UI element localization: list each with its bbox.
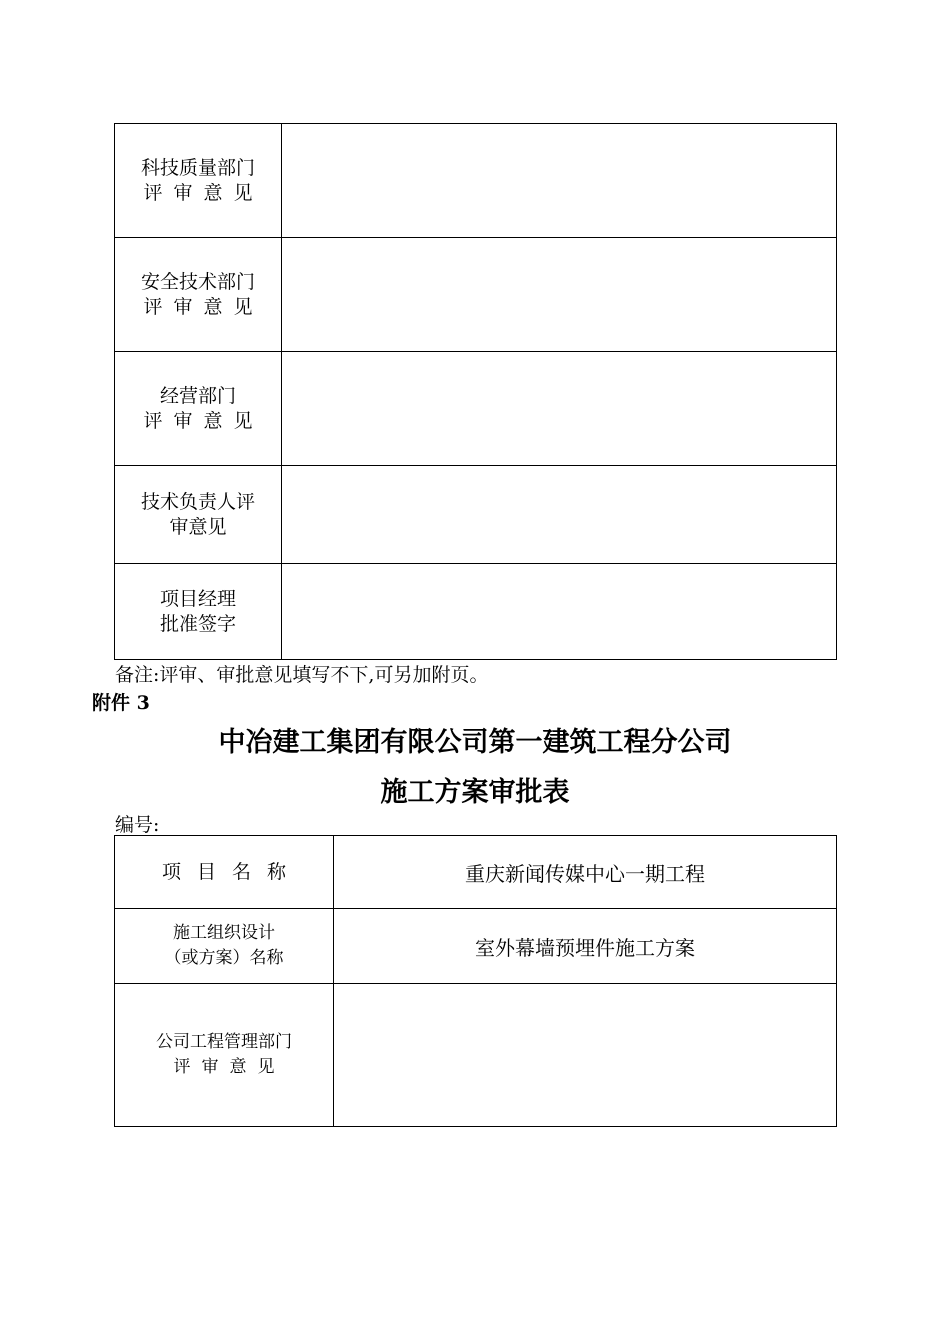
row-label: [115, 466, 282, 564]
project-name-label: 项目名称: [161, 860, 302, 883]
form-title: 施工方案审批表: [380, 777, 570, 808]
dept-label-cell: [115, 984, 334, 1127]
serial-number-label: 编号:: [115, 814, 160, 836]
table-row: [115, 124, 837, 238]
row-label: [115, 352, 282, 466]
row-label-line1: 科技质量部门: [140, 156, 255, 179]
scheme-label-cell: [115, 909, 334, 984]
table-row: [115, 984, 837, 1127]
table-row: [115, 909, 837, 984]
row-label: [115, 124, 282, 238]
remark-note: 备注:评审、审批意见填写不下,可另加附页。: [115, 664, 489, 686]
row-label-line1: 经营部门: [159, 384, 236, 407]
project-name-value[interactable]: 重庆新闻传媒中心一期工程: [334, 836, 837, 909]
row-label-line1: 技术负责人评: [140, 490, 255, 513]
opinion-cell[interactable]: [282, 352, 837, 466]
scheme-label-line2: （或方案）名称: [164, 948, 284, 968]
row-label-line1: 安全技术部门: [140, 270, 255, 293]
approval-table: [114, 835, 837, 1127]
row-label-line2: 评审意见: [143, 409, 264, 432]
signature-cell[interactable]: [282, 564, 837, 660]
scheme-name-value[interactable]: 室外幕墙预埋件施工方案: [334, 909, 837, 984]
row-label-line2: 评审意见: [143, 295, 264, 318]
opinion-cell[interactable]: [282, 124, 837, 238]
row-label-line2: 审意见: [169, 515, 227, 538]
company-title: 中冶建工集团有限公司第一建筑工程分公司: [218, 727, 732, 758]
scheme-label-line1: 施工组织设计: [173, 923, 275, 943]
row-label-line2: 批准签字: [159, 612, 236, 635]
row-label: [115, 238, 282, 352]
dept-label-line1: 公司工程管理部门: [156, 1032, 292, 1052]
dept-label-line2: 评审意见: [173, 1057, 286, 1077]
dept-opinion-value[interactable]: [334, 984, 837, 1127]
row-label-line1: 项目经理: [159, 587, 236, 610]
table-row: [115, 352, 837, 466]
opinion-cell[interactable]: [282, 466, 837, 564]
opinion-cell[interactable]: [282, 238, 837, 352]
review-opinion-table: [114, 123, 837, 660]
attachment-label: 附件 3: [92, 692, 150, 714]
row-label-line2: 评审意见: [143, 181, 264, 204]
table-row: [115, 564, 837, 660]
table-row: [115, 466, 837, 564]
row-label: [115, 564, 282, 660]
table-row: [115, 836, 837, 909]
table-row: [115, 238, 837, 352]
project-name-label-cell: [115, 836, 334, 909]
